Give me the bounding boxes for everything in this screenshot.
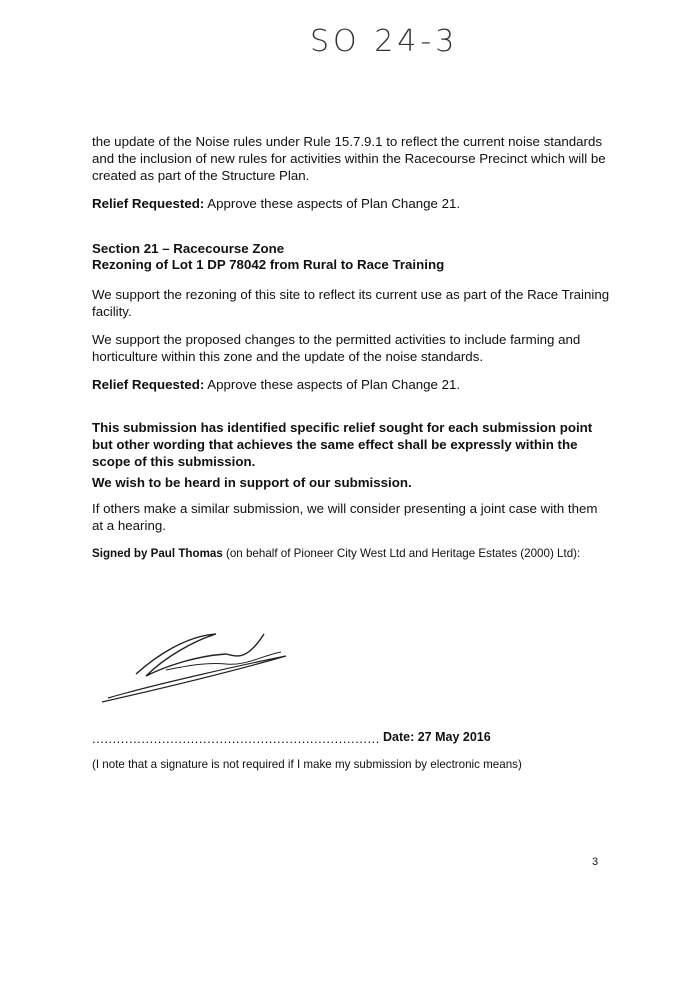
page-number: 3: [592, 856, 599, 868]
relief-text: Approve these aspects of Plan Change 21.: [204, 196, 461, 211]
permitted-activities-paragraph: We support the proposed changes to the permitted activities to include farming and horticulture within this zone and the update of the noise standards.: [92, 332, 581, 364]
submission-statement: This submission has identified specific relief sought for each submission point but other wording that achieves the same effect shall be expressly within the scope of this submission.: [92, 420, 593, 469]
signed-by-line: [92, 545, 632, 562]
handwritten-signature: [96, 626, 296, 710]
handwritten-reference: SO 24-3: [310, 24, 459, 59]
signature-note: (I note that a signature is not required if I make my submission by electronic means): [92, 758, 522, 771]
signer-name: Signed by Paul Thomas: [92, 547, 223, 560]
signature-date: Date: 27 May 2016: [383, 730, 491, 744]
heard-statement: We wish to be heard in support of our submission.: [92, 475, 412, 490]
relief-requested-2: [92, 376, 612, 393]
noise-rules-paragraph: the update of the Noise rules under Rule 15.7.9.1 to reflect the current noise standards and the inclusion of new rules for activities within the Racecourse Precinct which will be created as part of the Structure Plan.: [92, 134, 606, 183]
signature-line: ......................................................................: [92, 731, 380, 746]
relief-requested-1: [92, 195, 612, 212]
signer-affiliation: (on behalf of Pioneer City West Ltd and Heritage Estates (2000) Ltd):: [222, 547, 581, 560]
section-subheading: Rezoning of Lot 1 DP 78042 from Rural to Race Training: [92, 257, 445, 272]
section-heading: Section 21 – Racecourse Zone: [92, 241, 285, 256]
relief-label: Relief Requested:: [92, 196, 205, 211]
rezoning-paragraph: We support the rezoning of this site to reflect its current use as part of the Race Training facility.: [92, 287, 610, 319]
relief-label: Relief Requested:: [92, 377, 205, 392]
joint-case-paragraph: If others make a similar submission, we will consider presenting a joint case with them at a hearing.: [92, 501, 598, 533]
relief-text: Approve these aspects of Plan Change 21.: [204, 377, 461, 392]
